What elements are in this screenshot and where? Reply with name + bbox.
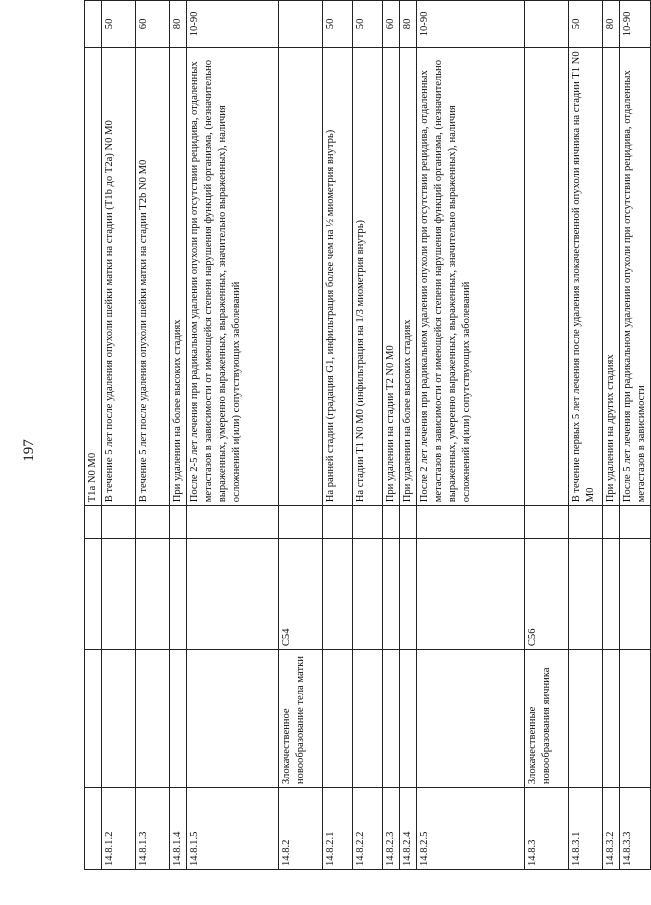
cell-criterion: После 5 лет лечения при радикальном удалении опухоли при отсутствии рецидива, отдаленных метастазов в зависимости [619,47,650,505]
cell-criterion: После 2 лет лечения при радикальном удалении опухоли при отсутствии рецидива, отдаленных метастазов в зависимости от имеющейся степени нарушения функций организма, (незначительно выраженных, умеренно выраженных, выраженных, значительно выраженных), наличия осложнений и(или) сопутствующих заболеваний [416,47,524,505]
cell-code: 14.8.3 [524,788,568,870]
cell-name [135,650,169,788]
cell-criterion: При удалении на более высоких стадиях [399,47,416,505]
page-number: 197 [20,439,37,462]
empty-cell [186,506,278,539]
empty-cell [278,506,322,539]
cell-criterion [524,47,568,505]
cell-name [416,650,524,788]
cell-name [85,650,102,788]
cell-value: 10-90 [186,1,278,48]
cell-name [568,650,602,788]
cell-code: 14.8.2.2 [352,788,382,870]
cell-name [101,650,135,788]
empty-cell [619,506,650,539]
cell-value: 50 [322,1,352,48]
cell-name: Злокачественные новообразования яичника [524,650,568,788]
cell-code: 14.8.1.3 [135,788,169,870]
cell-criterion: При удалении на более высоких стадиях [169,47,186,505]
cell-name [186,650,278,788]
cell-code: 14.8.2.3 [382,788,399,870]
empty-cell [352,506,382,539]
table-row [135,1,169,870]
cell-criterion: После 2-5 лет лечения при радикальном удалении опухоли при отсутствии рецидива, отдаленных метастазов в зависимости от имеющейся степени нарушения функций организма, (незначительно выраженных, умеренно выраженных, выраженных, значительно выраженных), наличия осложнений и(или) сопутствующих заболеваний [186,47,278,505]
cell-value [85,1,102,48]
table-row [382,1,399,870]
table-row [568,1,602,870]
cell-code: 14.8.1.2 [101,788,135,870]
cell-value: 50 [352,1,382,48]
cell-icd [186,539,278,650]
cell-criterion: При удалении на стадии T2 N0 M0 [382,47,399,505]
cell-value: 80 [399,1,416,48]
cell-code: 14.8.3.1 [568,788,602,870]
empty-cell [602,506,619,539]
table-row [352,1,382,870]
cell-icd [568,539,602,650]
cell-code: 14.8.2.5 [416,788,524,870]
cell-name [619,650,650,788]
empty-cell [382,506,399,539]
cell-criterion: В течение 5 лет после удаления опухоли шейки матки на стадии T2b N0 M0 [135,47,169,505]
empty-cell [135,506,169,539]
empty-cell [524,506,568,539]
cell-criterion: При удалении на других стадиях [602,47,619,505]
cell-criterion: В течение первых 5 лет лечения после удаления злокачественной опухоли яичника на стадии T1 N0 M0 [568,47,602,505]
cell-code: 14.8.2.4 [399,788,416,870]
cell-icd [619,539,650,650]
cell-icd [135,539,169,650]
empty-cell [85,506,102,539]
cell-name [322,650,352,788]
table-row [101,1,135,870]
table-row [524,1,568,870]
cell-criterion: T1a N0 M0 [85,47,102,505]
table-row [416,1,524,870]
cell-name [382,650,399,788]
cell-icd: C54 [278,539,322,650]
cell-code: 14.8.1.4 [169,788,186,870]
table-body [85,1,651,870]
cell-value [524,1,568,48]
cell-name [602,650,619,788]
cell-icd [399,539,416,650]
cell-icd: C56 [524,539,568,650]
cell-value: 80 [602,1,619,48]
cell-value: 10-90 [416,1,524,48]
empty-cell [322,506,352,539]
empty-cell [399,506,416,539]
cell-icd [416,539,524,650]
cell-icd [382,539,399,650]
table-row [399,1,416,870]
cell-name [169,650,186,788]
cell-icd [602,539,619,650]
cell-name: Злокачественное новообразование тела матки [278,650,322,788]
empty-cell [101,506,135,539]
table-row [169,1,186,870]
table-row [186,1,278,870]
cell-icd [322,539,352,650]
cell-icd [85,539,102,650]
cell-criterion: В течение 5 лет после удаления опухоли шейки матки на стадии (T1b до T2a) N0 M0 [101,47,135,505]
cell-name [352,650,382,788]
cell-value: 50 [568,1,602,48]
cell-code [85,788,102,870]
cell-code: 14.8.2.1 [322,788,352,870]
cell-value: 10-90 [619,1,650,48]
cell-icd [101,539,135,650]
table-row [278,1,322,870]
cell-value: 80 [169,1,186,48]
table-row [322,1,352,870]
cell-code: 14.8.1.5 [186,788,278,870]
cell-code: 14.8.3.3 [619,788,650,870]
cell-code: 14.8.2 [278,788,322,870]
cell-name [399,650,416,788]
table-row [85,1,102,870]
cell-icd [169,539,186,650]
cell-value [278,1,322,48]
cell-value: 50 [101,1,135,48]
cell-value: 60 [382,1,399,48]
cell-criterion [278,47,322,505]
cell-code: 14.8.3.2 [602,788,619,870]
table-row [619,1,650,870]
empty-cell [416,506,524,539]
cell-value: 60 [135,1,169,48]
cell-icd [352,539,382,650]
criteria-table [84,0,651,870]
rotated-table-container [84,0,647,870]
empty-cell [169,506,186,539]
table-row [602,1,619,870]
empty-cell [568,506,602,539]
cell-criterion: На стадии T1 N0 M0 (инфильтрация на 1/3 миометрия внутрь) [352,47,382,505]
cell-criterion: На ранней стадии (градация G1, инфильтрация более чем на ½ миометрия внутрь) [322,47,352,505]
